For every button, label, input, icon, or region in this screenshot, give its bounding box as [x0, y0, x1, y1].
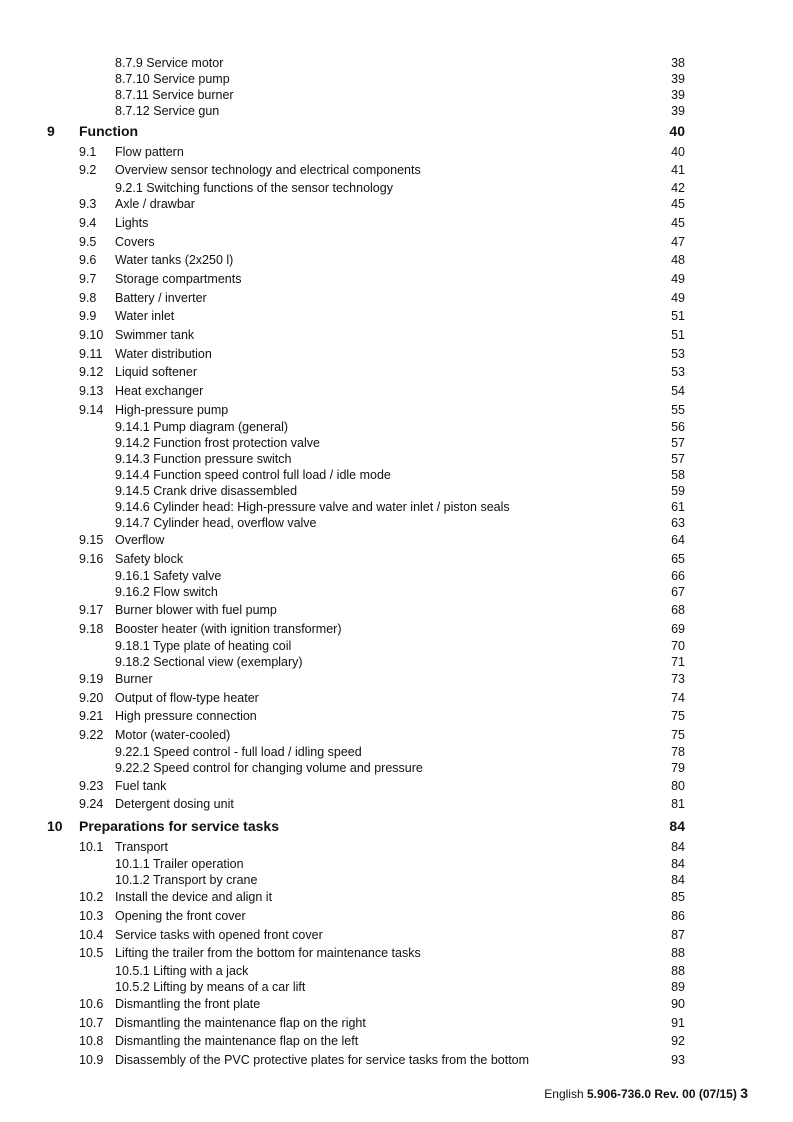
toc-entry-page: 47 [671, 235, 685, 249]
toc-entry[interactable] [0, 638, 793, 654]
toc-entry-page: 53 [671, 347, 685, 361]
toc-entry-number: 9.10 [79, 328, 104, 342]
toc-entry-page: 38 [671, 56, 685, 70]
toc-entry-number: 10.6 [79, 997, 104, 1011]
toc-entry-number: 9.18 [79, 622, 104, 636]
toc-entry-number: 9.14 [79, 403, 104, 417]
toc-entry-title: Overview sensor technology and electrical components [115, 163, 421, 177]
toc-entry[interactable] [0, 690, 793, 706]
toc-entry[interactable] [0, 402, 793, 418]
toc-entry[interactable] [0, 778, 793, 794]
toc-entry[interactable] [0, 889, 793, 905]
toc-entry[interactable] [0, 1033, 793, 1049]
toc-entry-title: Detergent dosing unit [115, 797, 234, 811]
toc-entry-page: 51 [671, 328, 685, 342]
toc-entry-number: 9.4 [79, 216, 97, 230]
toc-entry[interactable] [0, 568, 793, 584]
toc-entry-title: Liquid softener [115, 365, 198, 379]
toc-entry-number: 9.16 [79, 552, 104, 566]
toc-entry-title: Lifting the trailer from the bottom for maintenance tasks [115, 946, 421, 960]
toc-entry[interactable] [0, 364, 793, 380]
toc-entry-page: 54 [671, 384, 685, 398]
toc-entry-title: 9.14.2 Function frost protection valve [115, 436, 320, 450]
toc-entry-page: 57 [671, 436, 685, 450]
toc-entry-page: 91 [671, 1016, 685, 1030]
toc-entry-page: 75 [671, 728, 685, 742]
toc-entry-page: 66 [671, 569, 685, 583]
toc-entry-title: Overflow [115, 533, 165, 547]
toc-entry[interactable] [0, 55, 793, 71]
toc-entry-number: 9.15 [79, 533, 104, 547]
toc-entry-page: 59 [671, 484, 685, 498]
toc-entry-page: 73 [671, 672, 685, 686]
toc-entry-page: 84 [669, 818, 685, 834]
toc-entry-title: 9.16.1 Safety valve [115, 569, 222, 583]
toc-entry-number: 10.4 [79, 928, 104, 942]
toc-entry-page: 70 [671, 639, 685, 653]
toc-entry[interactable] [0, 760, 793, 776]
toc-entry-page: 84 [671, 873, 685, 887]
toc-entry-title: 9.18.2 Sectional view (exemplary) [115, 655, 303, 669]
toc-chapter[interactable] [0, 817, 793, 835]
toc-entry-title: 8.7.12 Service gun [115, 104, 220, 118]
toc-entry-number: 9.9 [79, 309, 97, 323]
toc-entry-page: 86 [671, 909, 685, 923]
toc-entry-page: 64 [671, 533, 685, 547]
toc-entry-page: 80 [671, 779, 685, 793]
toc-entry-number: 10.3 [79, 909, 104, 923]
toc-entry[interactable] [0, 945, 793, 961]
toc-entry-page: 39 [671, 72, 685, 86]
toc-entry-title: 9.14.5 Crank drive disassembled [115, 484, 298, 498]
toc-entry-title: 9.14.4 Function speed control full load / idle mode [115, 468, 391, 482]
toc-entry[interactable] [0, 671, 793, 687]
toc-entry-page: 39 [671, 88, 685, 102]
toc-entry-title: 9.18.1 Type plate of heating coil [115, 639, 292, 653]
toc-entry-number: 10 [47, 818, 63, 834]
toc-entry-page: 88 [671, 946, 685, 960]
toc-entry[interactable] [0, 467, 793, 483]
toc-entry-title: 10.5.2 Lifting by means of a car lift [115, 980, 306, 994]
toc-entry-page: 88 [671, 964, 685, 978]
toc-entry-number: 10.1 [79, 840, 104, 854]
toc-entry[interactable] [0, 1052, 793, 1068]
toc-entry-page: 75 [671, 709, 685, 723]
toc-entry[interactable] [0, 419, 793, 435]
toc-entry[interactable] [0, 872, 793, 888]
toc-entry-title: 9.16.2 Flow switch [115, 585, 218, 599]
toc-entry-page: 92 [671, 1034, 685, 1048]
toc-entry[interactable] [0, 71, 793, 87]
toc-entry-title: 8.7.11 Service burner [115, 88, 234, 102]
toc-entry-title: Service tasks with opened front cover [115, 928, 323, 942]
toc-entry-number: 9.23 [79, 779, 104, 793]
toc-chapter[interactable] [0, 122, 793, 140]
toc-entry-title: Swimmer tank [115, 328, 195, 342]
toc-entry-number: 10.9 [79, 1053, 104, 1067]
toc-entry-title: Booster heater (with ignition transformer) [115, 622, 342, 636]
toc-entry-page: 74 [671, 691, 685, 705]
toc-entry-page: 89 [671, 980, 685, 994]
toc-entry[interactable] [0, 856, 793, 872]
toc-entry-title: Covers [115, 235, 155, 249]
toc-entry-title: Function [79, 123, 139, 139]
toc-entry-page: 40 [669, 123, 685, 139]
toc-entry[interactable] [0, 727, 793, 743]
toc-entry-number: 9.22 [79, 728, 104, 742]
toc-entry[interactable] [0, 979, 793, 995]
toc-entry-title: Preparations for service tasks [79, 818, 279, 834]
toc-entry[interactable] [0, 499, 793, 515]
toc-entry-number: 9.13 [79, 384, 104, 398]
toc-entry-title: Battery / inverter [115, 291, 207, 305]
toc-entry[interactable] [0, 451, 793, 467]
toc-entry-number: 9.21 [79, 709, 104, 723]
toc-entry-page: 61 [671, 500, 685, 514]
toc-entry-number: 9.6 [79, 253, 97, 267]
toc-entry[interactable] [0, 215, 793, 231]
toc-entry-title: Transport [115, 840, 169, 854]
toc-entry-title: 9.14.3 Function pressure switch [115, 452, 292, 466]
toc-entry-page: 56 [671, 420, 685, 434]
toc-entry[interactable] [0, 290, 793, 306]
toc-entry[interactable] [0, 327, 793, 343]
toc-entry-page: 41 [671, 163, 685, 177]
toc-entry-number: 10.7 [79, 1016, 104, 1030]
toc-entry-title: 8.7.9 Service motor [115, 56, 224, 70]
toc-entry-title: Heat exchanger [115, 384, 204, 398]
toc-entry-title: 8.7.10 Service pump [115, 72, 230, 86]
toc-entry-page: 69 [671, 622, 685, 636]
toc-entry[interactable] [0, 435, 793, 451]
toc-entry[interactable] [0, 584, 793, 600]
toc-entry-page: 53 [671, 365, 685, 379]
toc-entry-title: Burner [115, 672, 153, 686]
toc-entry[interactable] [0, 196, 793, 212]
toc-entry-number: 9.3 [79, 197, 97, 211]
footer-page-number: 3 [740, 1085, 748, 1101]
toc-entry[interactable] [0, 744, 793, 760]
page-footer [544, 1085, 748, 1102]
toc-entry-title: Water distribution [115, 347, 212, 361]
toc-entry-title: Safety block [115, 552, 184, 566]
toc-entry-number: 10.8 [79, 1034, 104, 1048]
footer-doc-number: 5.906-736.0 Rev. 00 (07/15) [586, 1087, 737, 1101]
toc-entry-number: 9.17 [79, 603, 104, 617]
toc-entry[interactable] [0, 796, 793, 812]
toc-entry-page: 42 [671, 181, 685, 195]
toc-entry-page: 49 [671, 272, 685, 286]
toc-entry-title: Water tanks (2x250 l) [115, 253, 234, 267]
toc-entry-number: 9.2 [79, 163, 97, 177]
toc-entry[interactable] [0, 483, 793, 499]
toc-entry-title: 9.14.7 Cylinder head, overflow valve [115, 516, 317, 530]
toc-entry-title: 10.1.2 Transport by crane [115, 873, 258, 887]
toc-entry[interactable] [0, 708, 793, 724]
toc-entry-title: 9.22.1 Speed control - full load / idling speed [115, 745, 362, 759]
toc-entry[interactable] [0, 963, 793, 979]
toc-entry[interactable] [0, 180, 793, 196]
toc-entry-page: 45 [671, 216, 685, 230]
toc-entry-title: Water inlet [115, 309, 175, 323]
toc-entry-title: Storage compartments [115, 272, 242, 286]
toc-entry-number: 9 [47, 123, 55, 139]
toc-entry[interactable] [0, 103, 793, 119]
toc-entry[interactable] [0, 532, 793, 548]
toc-entry[interactable] [0, 515, 793, 531]
toc-entry[interactable] [0, 346, 793, 362]
toc-entry-number: 10.2 [79, 890, 104, 904]
toc-entry-page: 49 [671, 291, 685, 305]
toc-entry[interactable] [0, 144, 793, 160]
toc-entry-number: 9.8 [79, 291, 97, 305]
toc-entry[interactable] [0, 383, 793, 399]
toc-entry-number: 10.5 [79, 946, 104, 960]
toc-entry-title: Axle / drawbar [115, 197, 195, 211]
toc-entry-page: 81 [671, 797, 685, 811]
toc-entry-page: 87 [671, 928, 685, 942]
toc-entry-title: 9.14.6 Cylinder head: High-pressure valve and water inlet / piston seals [115, 500, 510, 514]
toc-entry-title: Dismantling the front plate [115, 997, 261, 1011]
toc-entry-page: 71 [671, 655, 685, 669]
toc-entry-number: 9.7 [79, 272, 97, 286]
toc-entry-number: 9.12 [79, 365, 104, 379]
toc-entry-title: 10.1.1 Trailer operation [115, 857, 244, 871]
toc-entry-title: Dismantling the maintenance flap on the right [115, 1016, 366, 1030]
toc-entry[interactable] [0, 252, 793, 268]
toc-entry-title: High-pressure pump [115, 403, 229, 417]
toc-entry-title: Disassembly of the PVC protective plates for service tasks from the bottom [115, 1053, 530, 1067]
toc-entry[interactable] [0, 234, 793, 250]
toc-entry-page: 45 [671, 197, 685, 211]
toc-entry[interactable] [0, 551, 793, 567]
toc-entry-number: 9.19 [79, 672, 104, 686]
toc-entry-title: Install the device and align it [115, 890, 273, 904]
toc-entry[interactable] [0, 308, 793, 324]
toc-entry-number: 9.24 [79, 797, 104, 811]
toc-entry-page: 55 [671, 403, 685, 417]
toc-entry-title: 10.5.1 Lifting with a jack [115, 964, 249, 978]
toc-entry-page: 39 [671, 104, 685, 118]
toc-entry-title: Flow pattern [115, 145, 184, 159]
toc-entry-title: Motor (water-cooled) [115, 728, 231, 742]
toc-entry-title: Burner blower with fuel pump [115, 603, 277, 617]
toc-entry[interactable] [0, 996, 793, 1012]
toc-entry-title: High pressure connection [115, 709, 257, 723]
toc-entry-number: 9.11 [79, 347, 103, 361]
toc-entry[interactable] [0, 602, 793, 618]
toc-entry-page: 93 [671, 1053, 685, 1067]
toc-entry-page: 67 [671, 585, 685, 599]
toc-entry-number: 9.5 [79, 235, 97, 249]
toc-entry[interactable] [0, 621, 793, 637]
toc-entry-page: 65 [671, 552, 685, 566]
toc-entry-title: Lights [115, 216, 149, 230]
toc-entry[interactable] [0, 908, 793, 924]
toc-entry-page: 68 [671, 603, 685, 617]
toc-entry[interactable] [0, 927, 793, 943]
toc-entry-page: 78 [671, 745, 685, 759]
toc-entry-title: Opening the front cover [115, 909, 246, 923]
toc-entry-page: 58 [671, 468, 685, 482]
toc-entry[interactable] [0, 162, 793, 178]
toc-entry-title: Dismantling the maintenance flap on the left [115, 1034, 359, 1048]
toc-entry[interactable] [0, 1015, 793, 1031]
toc-entry-title: 9.2.1 Switching functions of the sensor technology [115, 181, 393, 195]
toc-entry-page: 90 [671, 997, 685, 1011]
footer-language: English [544, 1087, 584, 1101]
toc-entry-number: 9.20 [79, 691, 104, 705]
toc-entry-page: 84 [671, 840, 685, 854]
toc-entry-page: 85 [671, 890, 685, 904]
toc-entry-title: 9.14.1 Pump diagram (general) [115, 420, 289, 434]
toc-entry[interactable] [0, 271, 793, 287]
toc-entry-page: 84 [671, 857, 685, 871]
toc-entry-page: 63 [671, 516, 685, 530]
toc-entry-page: 40 [671, 145, 685, 159]
toc-entry[interactable] [0, 87, 793, 103]
toc-entry-page: 48 [671, 253, 685, 267]
toc-entry-page: 51 [671, 309, 685, 323]
toc-entry-page: 57 [671, 452, 685, 466]
toc-entry-title: 9.22.2 Speed control for changing volume and pressure [115, 761, 423, 775]
toc-entry[interactable] [0, 654, 793, 670]
toc-entry-number: 9.1 [79, 145, 97, 159]
toc-entry[interactable] [0, 839, 793, 855]
toc-entry-page: 79 [671, 761, 685, 775]
toc-entry-title: Output of flow-type heater [115, 691, 259, 705]
toc-entry-title: Fuel tank [115, 779, 167, 793]
